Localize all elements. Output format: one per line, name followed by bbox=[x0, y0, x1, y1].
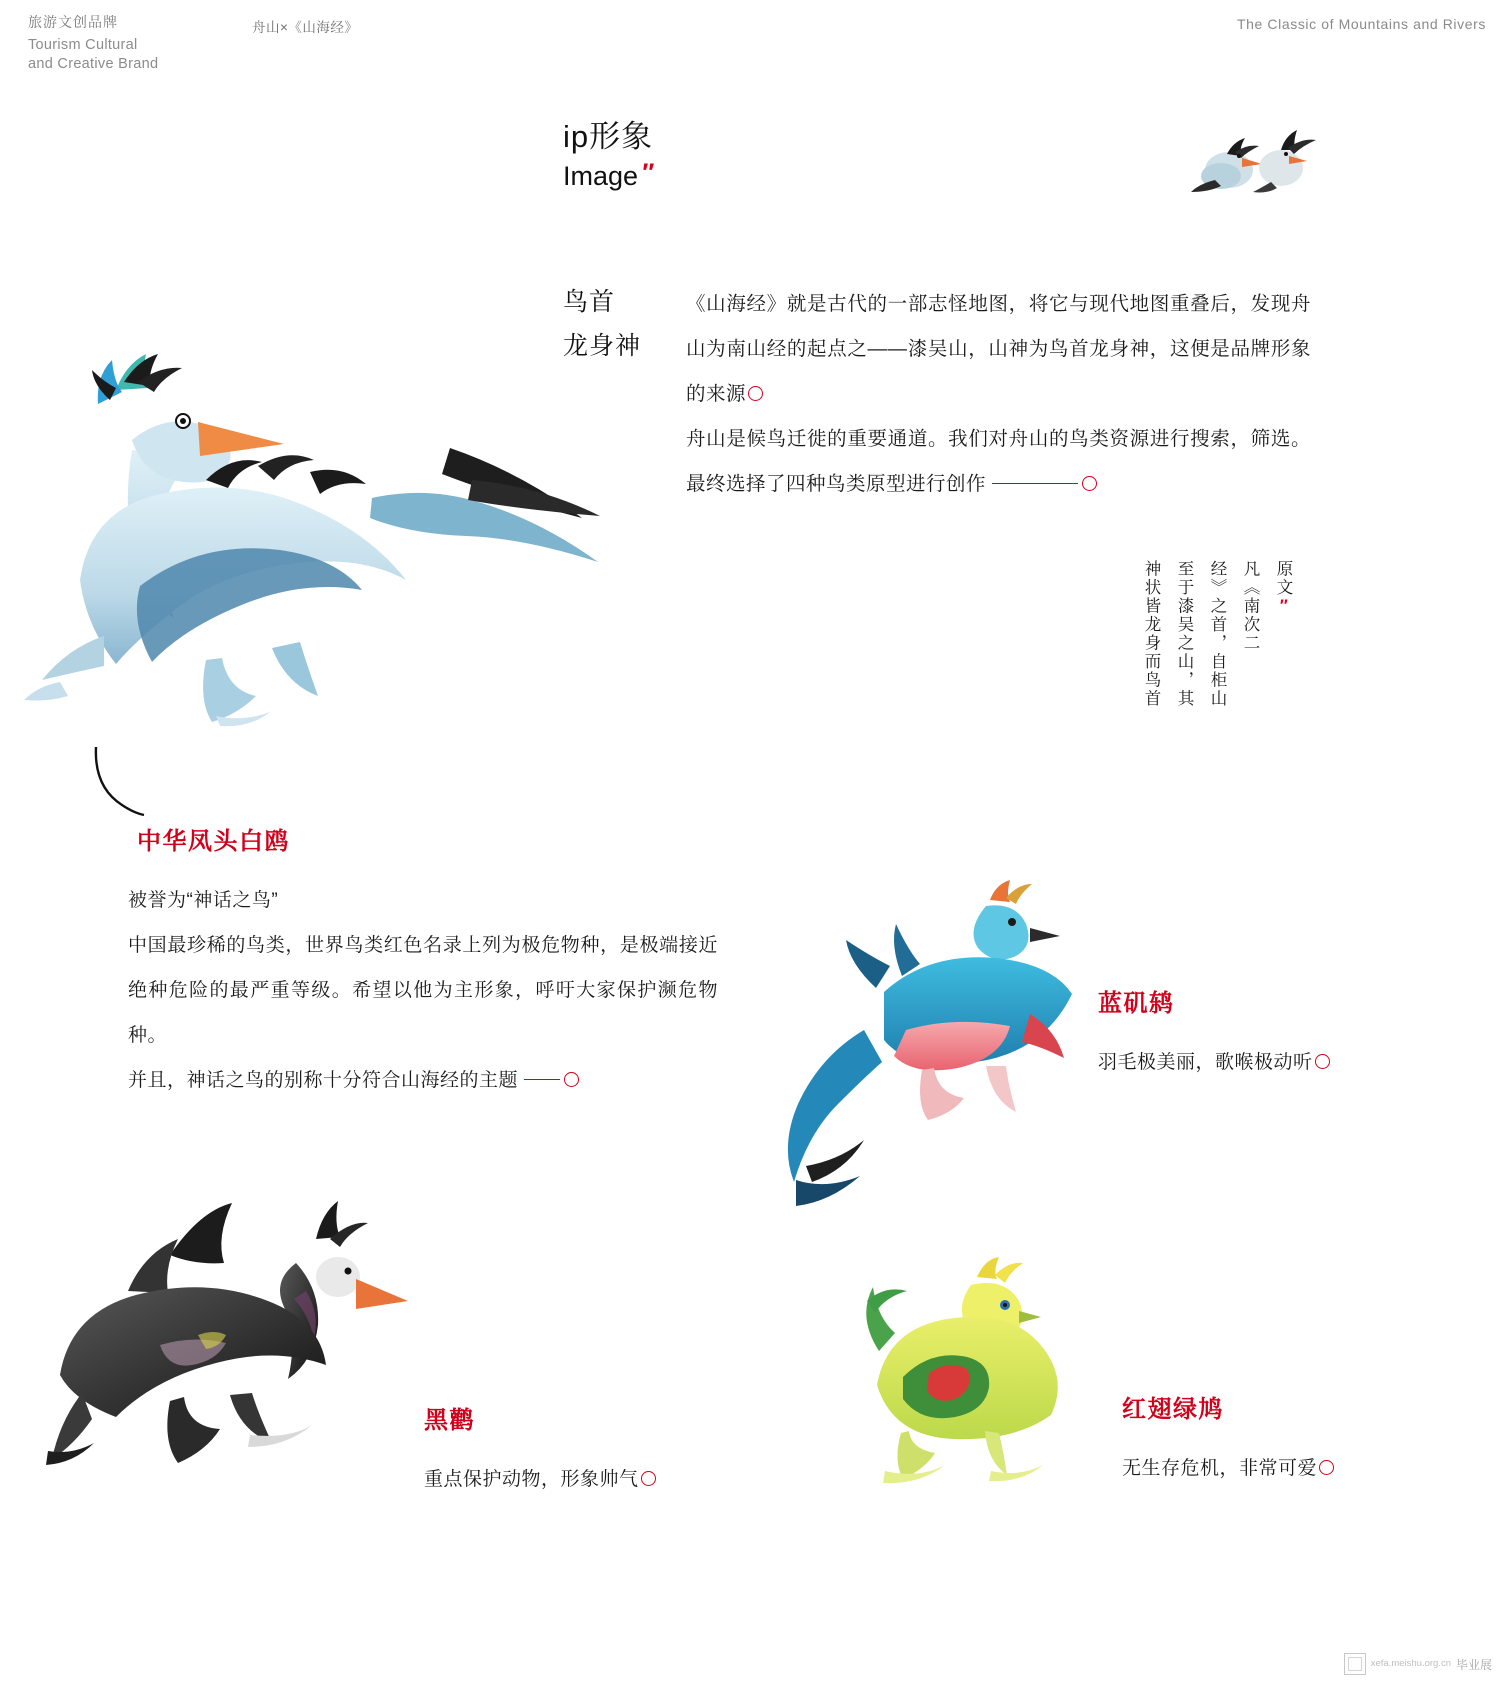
brand-en-line1: Tourism Cultural bbox=[28, 37, 138, 53]
bird-illustration-hongchi bbox=[845, 1255, 1095, 1495]
quote-column-3: 经》之首，自柜山 bbox=[1208, 560, 1226, 708]
bird-desc-baiou-line3 bbox=[128, 1058, 718, 1103]
intro-paragraph-2-text: 舟山是候鸟迁徙的重要通道。我们对舟山的鸟类资源进行搜索，筛选。最终选择了四种鸟类原型进行创作 bbox=[686, 428, 1311, 495]
bird-name-lanjidong: 蓝矶鸫 bbox=[1098, 990, 1175, 1017]
quote-label: 原文 bbox=[1274, 560, 1292, 597]
bird-desc-lanjidong-text: 羽毛极美丽，歌喉极动听 bbox=[1098, 1052, 1313, 1073]
quote-column-1 bbox=[1272, 560, 1293, 780]
intro-paragraph-2 bbox=[686, 417, 1311, 507]
dragon-connector-line bbox=[90, 745, 150, 825]
quote-column-4: 至于漆吴之山，其 bbox=[1175, 560, 1193, 708]
header-birds-illustration bbox=[1185, 110, 1325, 198]
bird-name-hongchi: 红翅绿鸠 bbox=[1122, 1396, 1224, 1423]
annotation-circle-icon-2 bbox=[1082, 476, 1097, 491]
brand-name-en bbox=[28, 36, 228, 74]
annotation-circle-icon-3 bbox=[564, 1072, 579, 1087]
watermark-url: xefa.meishu.org.cn bbox=[1370, 1658, 1451, 1669]
bird-desc-heiguan-text: 重点保护动物，形象帅气 bbox=[424, 1469, 639, 1490]
quote-mark-icon-2: ″ bbox=[1274, 597, 1292, 617]
page-title-cn: ip形象 bbox=[563, 119, 654, 154]
quote-mark-icon: ″ bbox=[641, 159, 654, 187]
bird-desc-heiguan bbox=[424, 1457, 656, 1502]
bird-desc-baiou-line3-text: 并且，神话之鸟的别称十分符合山海经的主题 bbox=[128, 1070, 519, 1091]
page-title-en-wrap bbox=[563, 156, 653, 193]
watermark-logo-icon bbox=[1344, 1653, 1366, 1675]
annotation-line-icon-3 bbox=[524, 1079, 560, 1080]
bird-desc-hongchi-text: 无生存危机，非常可爱 bbox=[1122, 1458, 1318, 1479]
quote-column-5: 神状皆龙身而鸟首 bbox=[1142, 560, 1160, 708]
bird-desc-lanjidong bbox=[1098, 1040, 1330, 1085]
bird-name-heiguan: 黑鹳 bbox=[424, 1407, 475, 1434]
intro-paragraphs bbox=[686, 282, 1311, 507]
quote-column-2: 凡《南次二 bbox=[1241, 560, 1259, 653]
brand-name-cn: 旅游文创品牌 bbox=[28, 14, 118, 30]
intro-paragraph-1 bbox=[686, 282, 1311, 417]
classical-quote bbox=[1140, 560, 1293, 780]
bird-illustration-lanjidong bbox=[780, 880, 1080, 1210]
bird-desc-baiou bbox=[128, 878, 718, 1103]
annotation-circle-icon-5 bbox=[641, 1471, 656, 1486]
annotation-circle-icon-4 bbox=[1315, 1054, 1330, 1069]
bird-desc-baiou-line1: 被誉为“神话之鸟” bbox=[128, 890, 279, 911]
intro-subtitle bbox=[563, 280, 641, 368]
bird-desc-hongchi bbox=[1122, 1446, 1334, 1491]
main-dragon-illustration bbox=[20, 330, 680, 750]
bird-illustration-heiguan bbox=[20, 1195, 420, 1485]
annotation-circle-icon bbox=[748, 386, 763, 401]
header-english-title: The Classic of Mountains and Rivers bbox=[1237, 16, 1486, 32]
intro-subtitle-line1: 鸟首 bbox=[563, 288, 616, 316]
page-title-en: Image bbox=[563, 161, 639, 191]
bird-desc-baiou-line2: 中国最珍稀的鸟类，世界鸟类红色名录上列为极危物种，是极端接近绝种危险的最严重等级。希望以他为主形象，呼吁大家保护濒危物种。 bbox=[128, 935, 718, 1046]
intro-paragraph-1-text: 《山海经》就是古代的一部志怪地图，将它与现代地图重叠后，发现舟山为南山经的起点之——漆吴山，山神为鸟首龙身神，这便是品牌形象的来源 bbox=[686, 293, 1311, 405]
bird-name-baiou: 中华凤头白鸥 bbox=[137, 828, 290, 855]
brand-en-line2: and Creative Brand bbox=[28, 56, 159, 72]
annotation-line-icon bbox=[992, 483, 1078, 484]
annotation-circle-icon-6 bbox=[1319, 1460, 1334, 1475]
intro-subtitle-line2: 龙身神 bbox=[563, 332, 642, 360]
header-subject: 舟山×《山海经》 bbox=[252, 20, 359, 35]
page-header bbox=[0, 0, 1500, 86]
page-title bbox=[563, 118, 653, 193]
watermark-url-block bbox=[1371, 1658, 1451, 1670]
watermark-label: 毕业展 bbox=[1455, 1657, 1492, 1672]
watermark bbox=[1344, 1653, 1492, 1675]
